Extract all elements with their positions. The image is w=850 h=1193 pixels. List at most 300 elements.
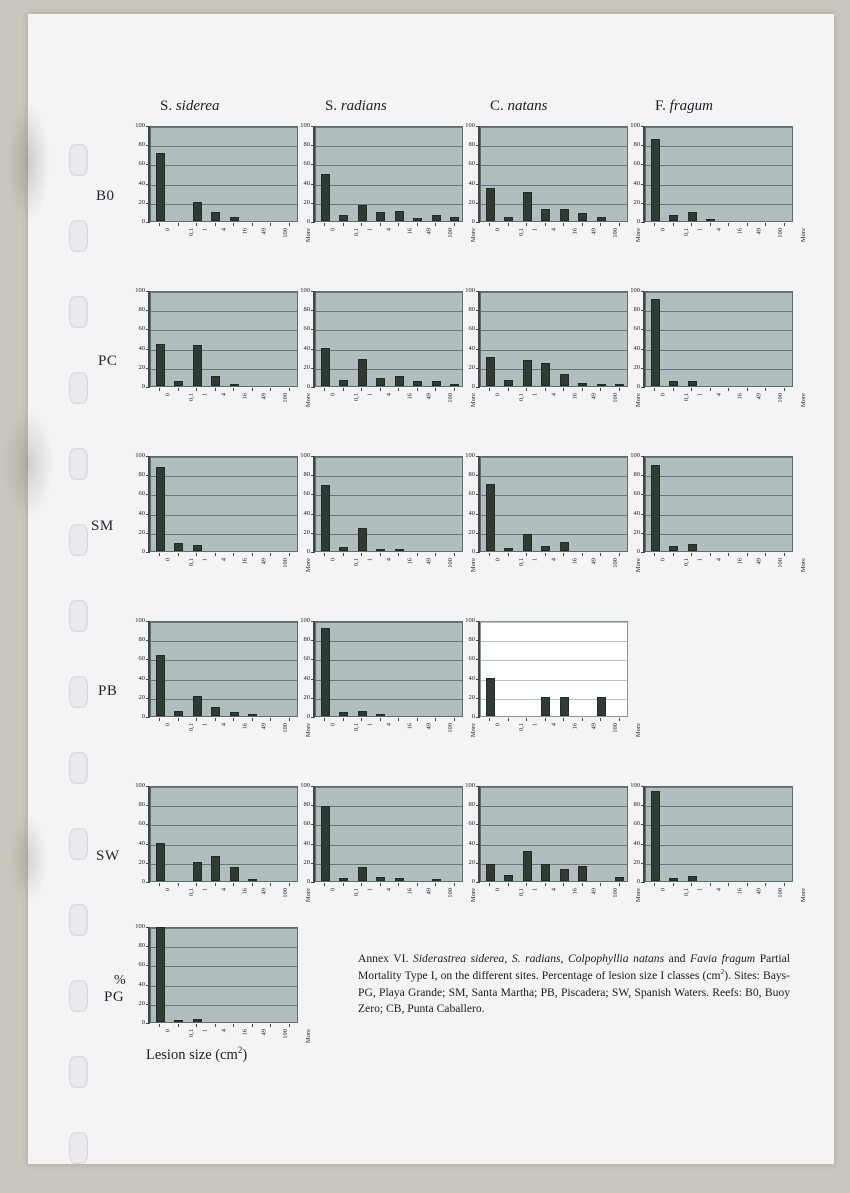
y-tick-mark <box>476 310 479 311</box>
x-tick-label-0: 0 <box>164 723 172 727</box>
y-tick-label: 60 <box>138 490 145 498</box>
y-tick-mark <box>641 184 644 185</box>
y-tick-label: 80 <box>468 306 475 314</box>
bar-chart-PC-Sradians <box>293 287 477 427</box>
bar-4 <box>376 877 385 881</box>
x-tick-label-16: 16 <box>406 558 414 565</box>
bar-0,1 <box>174 381 183 386</box>
bar-4 <box>541 864 550 881</box>
bar-16 <box>230 217 239 221</box>
y-tick-mark <box>311 824 314 825</box>
x-tick-mark <box>582 718 583 721</box>
y-tick-label: 20 <box>633 198 640 206</box>
bar-0,1 <box>339 215 348 221</box>
y-tick-label: 20 <box>633 528 640 536</box>
bar-4 <box>376 549 385 551</box>
x-tick-label-4: 4 <box>385 723 392 727</box>
bar-0,1 <box>174 543 183 551</box>
x-tick-mark <box>710 883 711 886</box>
y-tick-label: 100 <box>300 617 310 624</box>
x-tick-label-More: More <box>469 558 477 573</box>
x-tick-mark <box>691 553 692 556</box>
x-tick-label-0: 0 <box>164 1029 172 1033</box>
y-axis <box>313 786 315 883</box>
y-tick-mark <box>146 698 149 699</box>
y-tick-mark <box>311 145 314 146</box>
x-tick-label-0,1: 0,1 <box>517 558 525 567</box>
gridline <box>316 534 462 535</box>
x-tick-label-0,1: 0,1 <box>352 888 360 897</box>
row-label-SW: SW <box>96 848 120 864</box>
y-tick-label: 40 <box>633 839 640 847</box>
gridline <box>151 146 297 147</box>
bar-1 <box>358 205 367 221</box>
y-tick-mark <box>641 203 644 204</box>
y-axis <box>313 621 315 718</box>
x-tick-mark <box>728 553 729 556</box>
bar-chart-B0-Ffragum <box>623 122 807 262</box>
x-tick-mark <box>270 883 271 886</box>
x-tick-label-100: 100 <box>282 558 289 568</box>
x-tick-label-More: More <box>304 558 312 573</box>
x-tick-mark <box>233 1024 234 1027</box>
y-tick-mark <box>146 1023 149 1024</box>
y-tick-label: 20 <box>138 693 145 701</box>
x-tick-label-49: 49 <box>755 228 763 235</box>
gridline <box>151 476 297 477</box>
y-tick-mark <box>146 291 149 292</box>
bar-1 <box>358 711 367 716</box>
x-tick-label-0: 0 <box>494 723 502 727</box>
x-tick-mark <box>270 223 271 226</box>
bar-1 <box>358 528 367 551</box>
bar-chart-PC-Cnatans <box>458 287 642 427</box>
y-tick-label: 40 <box>138 344 145 352</box>
y-tick-mark <box>146 368 149 369</box>
x-tick-label-0: 0 <box>494 558 502 562</box>
y-axis <box>643 126 645 223</box>
y-tick-mark <box>146 985 149 986</box>
bar-0,1 <box>669 215 678 221</box>
y-tick-label: 80 <box>468 141 475 149</box>
x-tick-label-0: 0 <box>329 888 337 892</box>
x-tick-label-49: 49 <box>425 228 433 235</box>
y-tick-mark <box>476 679 479 680</box>
plot-area <box>645 126 793 222</box>
y-tick-mark <box>311 698 314 699</box>
x-tick-mark <box>710 553 711 556</box>
y-axis <box>478 621 480 718</box>
y-tick-label: 20 <box>303 198 310 206</box>
y-axis <box>148 621 150 718</box>
x-tick-mark <box>435 553 436 556</box>
x-tick-label-0: 0 <box>164 393 172 397</box>
x-tick-label-4: 4 <box>550 723 557 727</box>
gridline <box>646 476 792 477</box>
bar-0,1 <box>669 546 678 551</box>
x-tick-label-100: 100 <box>612 888 619 898</box>
x-tick-label-16: 16 <box>406 888 414 895</box>
column-title-natans: C. natans <box>490 98 548 114</box>
y-tick-label: 0 <box>141 878 145 885</box>
x-tick-mark <box>710 223 711 226</box>
y-tick-label: 0 <box>141 713 145 720</box>
y-tick-label: 40 <box>468 674 475 682</box>
x-tick-label-1: 1 <box>531 723 539 727</box>
bar-4 <box>376 212 385 221</box>
y-tick-label: 40 <box>633 344 640 352</box>
bar-chart-B0-Cnatans <box>458 122 642 262</box>
y-tick-label: 0 <box>141 218 145 225</box>
y-tick-mark <box>641 222 644 223</box>
plot-area <box>315 291 463 387</box>
y-tick-mark <box>146 387 149 388</box>
y-tick-label: 20 <box>468 198 475 206</box>
gridline <box>481 787 627 788</box>
y-tick-mark <box>476 329 479 330</box>
bar-1 <box>193 1019 202 1022</box>
x-tick-label-16: 16 <box>241 723 249 730</box>
x-tick-label-0,1: 0,1 <box>187 393 195 402</box>
y-tick-label: 0 <box>306 713 310 720</box>
plot-area <box>645 456 793 552</box>
y-axis-unit-label: % <box>114 973 126 988</box>
bar-chart-PC-Ssiderea <box>128 287 312 427</box>
x-tick-mark <box>324 718 325 721</box>
x-tick-label-1: 1 <box>366 723 374 727</box>
y-tick-label: 80 <box>303 801 310 809</box>
x-tick-mark <box>619 883 620 886</box>
y-tick-label: 60 <box>303 160 310 168</box>
gridline <box>151 185 297 186</box>
x-tick-mark <box>489 223 490 226</box>
bar-1 <box>358 359 367 386</box>
scanned-page <box>28 14 834 1164</box>
y-axis <box>148 126 150 223</box>
gridline <box>646 311 792 312</box>
y-tick-label: 20 <box>468 363 475 371</box>
y-axis <box>478 786 480 883</box>
gridline <box>646 330 792 331</box>
x-tick-label-49: 49 <box>590 888 598 895</box>
x-tick-mark <box>563 553 564 556</box>
x-tick-label-0,1: 0,1 <box>352 723 360 732</box>
y-tick-mark <box>476 145 479 146</box>
x-tick-label-1: 1 <box>531 558 539 562</box>
y-axis <box>643 291 645 388</box>
x-tick-label-16: 16 <box>571 558 579 565</box>
y-tick-label: 20 <box>138 858 145 866</box>
x-tick-mark <box>563 388 564 391</box>
x-tick-mark <box>215 388 216 391</box>
x-tick-label-16: 16 <box>241 888 249 895</box>
x-tick-label-100: 100 <box>777 888 784 898</box>
x-tick-label-49: 49 <box>590 723 598 730</box>
gridline <box>316 330 462 331</box>
x-tick-mark <box>324 553 325 556</box>
y-tick-mark <box>311 640 314 641</box>
y-axis <box>478 126 480 223</box>
x-tick-label-49: 49 <box>755 558 763 565</box>
x-tick-label-1: 1 <box>696 393 704 397</box>
gridline <box>151 787 297 788</box>
y-tick-label: 60 <box>468 490 475 498</box>
x-tick-label-4: 4 <box>220 888 227 892</box>
gridline <box>316 476 462 477</box>
x-tick-label-16: 16 <box>406 393 414 400</box>
x-tick-label-0: 0 <box>329 393 337 397</box>
bar-0 <box>321 806 330 881</box>
plot-area <box>480 126 628 222</box>
gridline <box>646 204 792 205</box>
gridline <box>151 534 297 535</box>
y-axis <box>148 786 150 883</box>
x-tick-label-100: 100 <box>612 228 619 238</box>
y-tick-label: 20 <box>468 693 475 701</box>
x-tick-label-16: 16 <box>736 558 744 565</box>
x-tick-mark <box>545 553 546 556</box>
bar-0 <box>156 344 165 386</box>
y-tick-mark <box>146 203 149 204</box>
x-tick-label-1: 1 <box>531 393 539 397</box>
x-tick-mark <box>361 223 362 226</box>
gridline <box>646 845 792 846</box>
x-tick-label-0,1: 0,1 <box>352 558 360 567</box>
gridline <box>151 825 297 826</box>
x-tick-label-0,1: 0,1 <box>187 1029 195 1038</box>
x-tick-mark <box>582 883 583 886</box>
x-tick-label-4: 4 <box>550 888 557 892</box>
y-tick-label: 20 <box>138 999 145 1007</box>
gridline <box>151 515 297 516</box>
row-label-SM: SM <box>91 518 114 534</box>
x-tick-mark <box>619 718 620 721</box>
y-tick-mark <box>311 659 314 660</box>
x-axis-title-exponent: 2 <box>237 1045 243 1055</box>
bar-16 <box>230 867 239 881</box>
x-tick-label-More: More <box>799 393 807 408</box>
y-tick-label: 40 <box>303 509 310 517</box>
x-tick-mark <box>215 718 216 721</box>
bar-49 <box>413 381 422 386</box>
x-tick-mark <box>398 883 399 886</box>
x-tick-mark <box>289 718 290 721</box>
y-tick-mark <box>146 456 149 457</box>
gridline <box>151 204 297 205</box>
gridline <box>316 806 462 807</box>
x-tick-mark <box>252 388 253 391</box>
x-tick-label-0,1: 0,1 <box>517 228 525 237</box>
plot-area <box>315 126 463 222</box>
bar-0,1 <box>339 547 348 551</box>
x-tick-mark <box>417 553 418 556</box>
x-tick-label-4: 4 <box>550 393 557 397</box>
gridline <box>316 845 462 846</box>
y-tick-mark <box>476 164 479 165</box>
x-tick-mark <box>526 553 527 556</box>
bar-49 <box>578 866 587 881</box>
y-tick-label: 60 <box>138 961 145 969</box>
bar-1 <box>523 360 532 386</box>
y-axis <box>313 126 315 223</box>
x-tick-mark <box>380 883 381 886</box>
bar-4 <box>211 856 220 881</box>
y-tick-label: 40 <box>303 179 310 187</box>
x-tick-label-More: More <box>799 888 807 903</box>
y-tick-mark <box>476 494 479 495</box>
y-tick-label: 80 <box>138 942 145 950</box>
y-tick-label: 40 <box>138 980 145 988</box>
y-tick-mark <box>311 882 314 883</box>
x-tick-mark <box>582 223 583 226</box>
x-tick-mark <box>324 223 325 226</box>
x-tick-label-49: 49 <box>590 393 598 400</box>
plot-area <box>480 621 628 717</box>
y-axis <box>478 456 480 553</box>
gridline <box>646 292 792 293</box>
x-tick-mark <box>489 883 490 886</box>
bar-1 <box>193 545 202 551</box>
x-tick-mark <box>600 223 601 226</box>
x-tick-label-1: 1 <box>531 888 539 892</box>
x-tick-label-4: 4 <box>220 228 227 232</box>
x-tick-mark <box>215 553 216 556</box>
x-tick-mark <box>728 223 729 226</box>
y-tick-label: 40 <box>138 674 145 682</box>
y-tick-mark <box>641 844 644 845</box>
bar-chart-SW-Ssiderea <box>128 782 312 922</box>
x-tick-label-1: 1 <box>201 888 209 892</box>
bar-chart-PG-Ssiderea <box>128 923 312 1063</box>
y-tick-label: 80 <box>633 471 640 479</box>
x-tick-mark <box>270 1024 271 1027</box>
y-tick-label: 100 <box>135 452 145 459</box>
x-tick-mark <box>343 553 344 556</box>
y-tick-label: 40 <box>138 839 145 847</box>
plot-area <box>150 291 298 387</box>
x-tick-mark <box>784 883 785 886</box>
y-tick-label: 60 <box>303 325 310 333</box>
x-tick-mark <box>361 718 362 721</box>
y-tick-mark <box>311 387 314 388</box>
bar-49 <box>578 213 587 221</box>
x-tick-mark <box>398 223 399 226</box>
gridline <box>481 534 627 535</box>
y-tick-label: 100 <box>465 452 475 459</box>
bar-4 <box>706 219 715 221</box>
bar-16 <box>560 209 569 221</box>
gridline <box>316 495 462 496</box>
x-tick-label-4: 4 <box>385 393 392 397</box>
x-tick-mark <box>178 1024 179 1027</box>
gridline <box>316 515 462 516</box>
y-tick-mark <box>641 126 644 127</box>
x-tick-mark <box>765 553 766 556</box>
x-tick-label-0: 0 <box>329 723 337 727</box>
bar-100 <box>432 381 441 386</box>
x-tick-mark <box>233 553 234 556</box>
x-tick-mark <box>673 883 674 886</box>
y-tick-mark <box>641 882 644 883</box>
x-tick-mark <box>178 223 179 226</box>
bar-0 <box>156 655 165 716</box>
gridline <box>316 350 462 351</box>
y-tick-label: 40 <box>303 674 310 682</box>
x-tick-label-100: 100 <box>447 393 454 403</box>
y-tick-label: 0 <box>636 218 640 225</box>
x-tick-mark <box>784 388 785 391</box>
x-tick-mark <box>417 223 418 226</box>
x-tick-mark <box>600 388 601 391</box>
x-tick-mark <box>435 718 436 721</box>
bar-0 <box>651 139 660 221</box>
y-tick-label: 60 <box>138 160 145 168</box>
gridline <box>481 515 627 516</box>
y-tick-mark <box>146 184 149 185</box>
plot-area <box>150 927 298 1023</box>
y-tick-mark <box>476 659 479 660</box>
x-tick-mark <box>454 388 455 391</box>
x-tick-label-More: More <box>304 723 312 738</box>
x-tick-mark <box>508 718 509 721</box>
x-tick-label-100: 100 <box>282 723 289 733</box>
gridline <box>481 476 627 477</box>
y-tick-label: 20 <box>303 693 310 701</box>
y-tick-mark <box>146 882 149 883</box>
gridline <box>316 146 462 147</box>
y-tick-label: 80 <box>138 636 145 644</box>
y-axis <box>313 456 315 553</box>
gridline <box>646 146 792 147</box>
y-tick-label: 100 <box>465 617 475 624</box>
gridline <box>481 350 627 351</box>
x-tick-mark <box>159 388 160 391</box>
y-tick-label: 0 <box>636 548 640 555</box>
x-tick-mark <box>343 223 344 226</box>
gridline <box>481 292 627 293</box>
y-tick-mark <box>146 717 149 718</box>
x-axis-title-text: Lesion size (cm <box>146 1046 238 1063</box>
x-tick-label-49: 49 <box>755 393 763 400</box>
y-tick-mark <box>146 927 149 928</box>
y-axis <box>643 456 645 553</box>
y-tick-label: 20 <box>633 858 640 866</box>
y-tick-mark <box>476 717 479 718</box>
bar-0 <box>486 357 495 386</box>
bar-0 <box>486 678 495 716</box>
x-tick-mark <box>380 553 381 556</box>
bar-100 <box>597 697 606 716</box>
x-tick-mark <box>178 388 179 391</box>
row-label-B0: B0 <box>96 188 115 204</box>
y-tick-label: 20 <box>468 858 475 866</box>
y-tick-label: 40 <box>138 179 145 187</box>
y-tick-label: 80 <box>633 801 640 809</box>
y-tick-label: 20 <box>138 198 145 206</box>
gridline <box>646 825 792 826</box>
y-tick-mark <box>311 126 314 127</box>
gridline <box>481 204 627 205</box>
x-tick-mark <box>289 223 290 226</box>
y-tick-mark <box>476 475 479 476</box>
y-axis <box>148 456 150 553</box>
x-tick-mark <box>654 553 655 556</box>
x-tick-mark <box>343 388 344 391</box>
bar-1 <box>193 696 202 716</box>
x-tick-label-100: 100 <box>447 888 454 898</box>
x-tick-mark <box>691 223 692 226</box>
y-tick-mark <box>476 184 479 185</box>
